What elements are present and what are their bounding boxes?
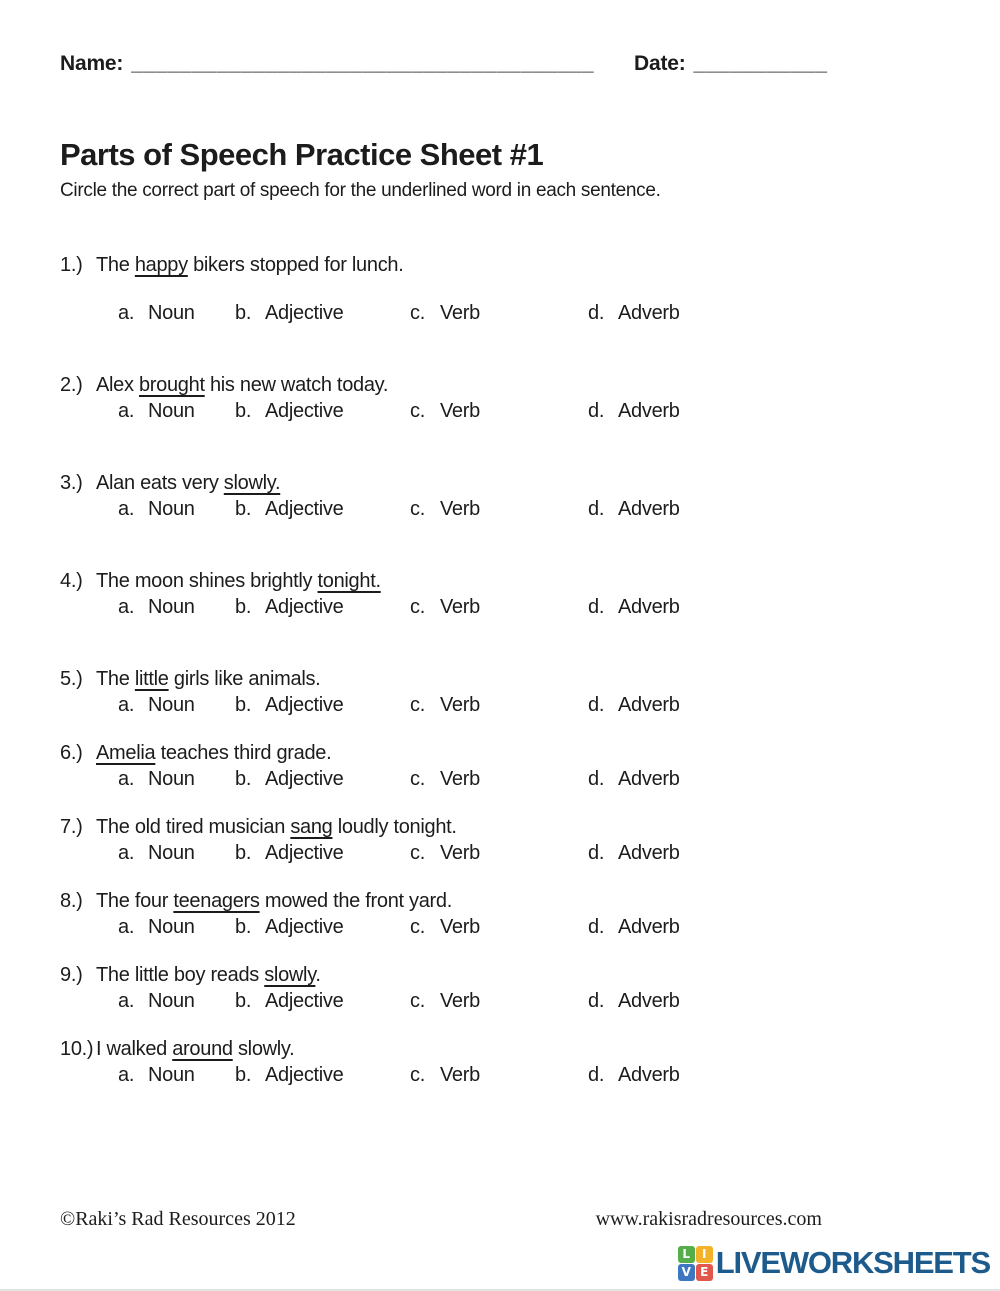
liveworksheets-logo-text: LIVEWORKSHEETS bbox=[715, 1245, 990, 1280]
sentence-post: loudly tonight. bbox=[332, 816, 457, 838]
choice-label: Adjective bbox=[265, 302, 344, 324]
answer-choices bbox=[60, 840, 940, 866]
sentence-pre: The moon shines brightly bbox=[96, 570, 318, 592]
choice-adjective[interactable] bbox=[235, 594, 410, 620]
question-text bbox=[96, 252, 404, 278]
choice-adjective[interactable] bbox=[235, 496, 410, 522]
question-sentence bbox=[60, 666, 940, 692]
choice-letter: d. bbox=[588, 498, 605, 520]
date-group bbox=[634, 52, 828, 76]
choice-verb[interactable] bbox=[410, 766, 588, 792]
choice-label: Verb bbox=[440, 990, 480, 1012]
choice-letter: c. bbox=[410, 694, 425, 716]
choice-letter: b. bbox=[235, 498, 252, 520]
instructions-text: Circle the correct part of speech for the underlined word in each sentence. bbox=[60, 180, 661, 201]
choice-letter: a. bbox=[118, 916, 135, 938]
choice-letter: a. bbox=[118, 498, 135, 520]
underlined-word: happy bbox=[134, 254, 188, 276]
choice-letter: b. bbox=[235, 842, 252, 864]
choice-adverb[interactable] bbox=[588, 692, 680, 718]
choice-noun[interactable] bbox=[118, 398, 235, 424]
sentence-pre: Alex bbox=[96, 374, 139, 396]
choice-letter: c. bbox=[410, 400, 425, 422]
logo-tile-e: E bbox=[696, 1264, 713, 1281]
choice-adverb[interactable] bbox=[588, 988, 680, 1014]
choice-label: Adverb bbox=[618, 768, 680, 790]
choice-label: Verb bbox=[440, 842, 480, 864]
question-block bbox=[60, 740, 940, 792]
question-number: 10.) bbox=[60, 1038, 94, 1060]
question-text bbox=[96, 372, 388, 398]
question-text bbox=[96, 814, 457, 840]
choice-label: Adverb bbox=[618, 990, 680, 1012]
question-sentence bbox=[60, 740, 940, 766]
choice-label: Adjective bbox=[265, 498, 344, 520]
choice-label: Verb bbox=[440, 302, 480, 324]
choice-letter: d. bbox=[588, 400, 605, 422]
choice-adverb[interactable] bbox=[588, 300, 680, 326]
sentence-pre: The little boy reads bbox=[96, 964, 265, 986]
choice-verb[interactable] bbox=[410, 594, 588, 620]
question-sentence bbox=[60, 1036, 940, 1062]
choice-letter: a. bbox=[118, 1064, 135, 1086]
answer-choices bbox=[60, 300, 940, 326]
choice-adverb[interactable] bbox=[588, 840, 680, 866]
choice-letter: b. bbox=[235, 400, 252, 422]
choice-verb[interactable] bbox=[410, 840, 588, 866]
question-sentence bbox=[60, 252, 940, 278]
choice-noun[interactable] bbox=[118, 692, 235, 718]
choice-label: Verb bbox=[440, 694, 480, 716]
sentence-post: his new watch today. bbox=[204, 374, 389, 396]
question-sentence bbox=[60, 470, 940, 496]
choice-adjective[interactable] bbox=[235, 988, 410, 1014]
sentence-post: mowed the front yard. bbox=[259, 890, 452, 912]
logo-tile-i: I bbox=[696, 1246, 713, 1263]
sentence-post: slowly. bbox=[232, 1038, 295, 1060]
choice-verb[interactable] bbox=[410, 398, 588, 424]
question-sentence bbox=[60, 962, 940, 988]
choice-noun[interactable] bbox=[118, 1062, 235, 1088]
choice-noun[interactable] bbox=[118, 988, 235, 1014]
choice-letter: d. bbox=[588, 916, 605, 938]
underlined-word: sang bbox=[290, 816, 333, 838]
question-block bbox=[60, 372, 940, 424]
choice-label: Adjective bbox=[265, 1064, 344, 1086]
question-block bbox=[60, 814, 940, 866]
question-block bbox=[60, 666, 940, 718]
choice-noun[interactable] bbox=[118, 594, 235, 620]
choice-letter: c. bbox=[410, 1064, 425, 1086]
choice-noun[interactable] bbox=[118, 300, 235, 326]
choice-adjective[interactable] bbox=[235, 840, 410, 866]
choice-letter: b. bbox=[235, 916, 252, 938]
name-blank-line: ______________________________________ bbox=[131, 52, 595, 75]
choice-label: Noun bbox=[148, 990, 195, 1012]
choice-letter: a. bbox=[118, 694, 135, 716]
logo-tile-v: V bbox=[678, 1264, 695, 1281]
choice-letter: c. bbox=[410, 596, 425, 618]
question-sentence bbox=[60, 888, 940, 914]
liveworksheets-logo bbox=[678, 1245, 990, 1281]
choice-adverb[interactable] bbox=[588, 914, 680, 940]
sentence-pre: Alan eats very bbox=[96, 472, 224, 494]
choice-label: Verb bbox=[440, 768, 480, 790]
choice-label: Adjective bbox=[265, 596, 344, 618]
question-text bbox=[96, 888, 452, 914]
question-text bbox=[96, 470, 280, 496]
choice-letter: d. bbox=[588, 842, 605, 864]
question-block bbox=[60, 962, 940, 1014]
underlined-word: Amelia bbox=[96, 742, 156, 764]
question-text bbox=[96, 962, 321, 988]
choice-adjective[interactable] bbox=[235, 1062, 410, 1088]
choice-letter: c. bbox=[410, 768, 425, 790]
choice-label: Verb bbox=[440, 1064, 480, 1086]
name-date-row bbox=[60, 52, 940, 76]
underlined-word: tonight. bbox=[317, 570, 381, 592]
choice-verb[interactable] bbox=[410, 300, 588, 326]
choice-letter: a. bbox=[118, 400, 135, 422]
choice-letter: c. bbox=[410, 916, 425, 938]
sentence-pre: The bbox=[96, 254, 135, 276]
choice-label: Noun bbox=[148, 498, 195, 520]
choice-noun[interactable] bbox=[118, 496, 235, 522]
choice-label: Verb bbox=[440, 916, 480, 938]
choice-label: Noun bbox=[148, 1064, 195, 1086]
choice-label: Noun bbox=[148, 694, 195, 716]
choice-label: Adverb bbox=[618, 694, 680, 716]
choice-letter: b. bbox=[235, 302, 252, 324]
choice-label: Noun bbox=[148, 302, 195, 324]
sentence-pre: I walked bbox=[96, 1038, 173, 1060]
footer bbox=[60, 1206, 940, 1232]
question-number: 8.) bbox=[60, 890, 83, 912]
name-label: Name: bbox=[60, 52, 124, 75]
choice-letter: c. bbox=[410, 842, 425, 864]
question-block bbox=[60, 568, 940, 620]
choice-label: Adjective bbox=[265, 694, 344, 716]
sentence-pre: The bbox=[96, 668, 135, 690]
choice-letter: b. bbox=[235, 596, 252, 618]
underlined-word: slowly. bbox=[223, 472, 281, 494]
choice-adverb[interactable] bbox=[588, 398, 680, 424]
copyright-text: ©Raki’s Rad Resources 2012 bbox=[60, 1208, 296, 1230]
choice-label: Adjective bbox=[265, 916, 344, 938]
choice-label: Adverb bbox=[618, 842, 680, 864]
sentence-pre: The old tired musician bbox=[96, 816, 291, 838]
underlined-word: brought bbox=[138, 374, 205, 396]
choice-label: Adverb bbox=[618, 400, 680, 422]
answer-choices bbox=[60, 496, 940, 522]
answer-choices bbox=[60, 914, 940, 940]
choice-label: Adjective bbox=[265, 842, 344, 864]
choice-letter: a. bbox=[118, 990, 135, 1012]
choice-verb[interactable] bbox=[410, 692, 588, 718]
choice-label: Noun bbox=[148, 768, 195, 790]
question-number: 7.) bbox=[60, 816, 83, 838]
sentence-post: bikers stopped for lunch. bbox=[187, 254, 404, 276]
choice-letter: c. bbox=[410, 498, 425, 520]
question-text bbox=[96, 568, 381, 594]
choice-letter: c. bbox=[410, 990, 425, 1012]
question-number: 9.) bbox=[60, 964, 83, 986]
question-text bbox=[96, 666, 320, 692]
question-sentence bbox=[60, 814, 940, 840]
answer-choices bbox=[60, 594, 940, 620]
liveworksheets-logo-icon bbox=[678, 1246, 713, 1281]
question-block bbox=[60, 888, 940, 940]
choice-verb[interactable] bbox=[410, 1062, 588, 1088]
choice-letter: c. bbox=[410, 302, 425, 324]
sentence-post: . bbox=[315, 964, 321, 986]
choice-noun[interactable] bbox=[118, 840, 235, 866]
choice-label: Adverb bbox=[618, 498, 680, 520]
choice-label: Adjective bbox=[265, 400, 344, 422]
choice-label: Noun bbox=[148, 400, 195, 422]
answer-choices bbox=[60, 398, 940, 424]
choice-label: Verb bbox=[440, 400, 480, 422]
page-title: Parts of Speech Practice Sheet #1 bbox=[60, 137, 544, 172]
choice-verb[interactable] bbox=[410, 988, 588, 1014]
choice-label: Adverb bbox=[618, 916, 680, 938]
choice-label: Adjective bbox=[265, 990, 344, 1012]
choice-adjective[interactable] bbox=[235, 692, 410, 718]
question-block bbox=[60, 470, 940, 522]
choice-adjective[interactable] bbox=[235, 300, 410, 326]
choice-letter: d. bbox=[588, 990, 605, 1012]
answer-choices bbox=[60, 766, 940, 792]
choice-noun[interactable] bbox=[118, 766, 235, 792]
choice-letter: b. bbox=[235, 1064, 252, 1086]
question-sentence bbox=[60, 568, 940, 594]
choice-adverb[interactable] bbox=[588, 1062, 680, 1088]
underlined-word: slowly bbox=[264, 964, 316, 986]
question-number: 2.) bbox=[60, 374, 83, 396]
choice-label: Adverb bbox=[618, 1064, 680, 1086]
choice-adjective[interactable] bbox=[235, 914, 410, 940]
choice-letter: d. bbox=[588, 694, 605, 716]
choice-letter: d. bbox=[588, 768, 605, 790]
question-text bbox=[96, 1036, 294, 1062]
choice-adverb[interactable] bbox=[588, 496, 680, 522]
choice-label: Verb bbox=[440, 498, 480, 520]
choice-letter: d. bbox=[588, 1064, 605, 1086]
choice-letter: a. bbox=[118, 768, 135, 790]
answer-choices bbox=[60, 1062, 940, 1088]
choice-letter: a. bbox=[118, 302, 135, 324]
question-block bbox=[60, 252, 940, 326]
choice-noun[interactable] bbox=[118, 914, 235, 940]
choice-letter: d. bbox=[588, 596, 605, 618]
date-blank-line: ___________ bbox=[693, 52, 828, 75]
question-number: 6.) bbox=[60, 742, 83, 764]
question-number: 5.) bbox=[60, 668, 83, 690]
choice-letter: b. bbox=[235, 990, 252, 1012]
choice-label: Noun bbox=[148, 596, 195, 618]
question-sentence bbox=[60, 372, 940, 398]
choice-label: Noun bbox=[148, 842, 195, 864]
choice-verb[interactable] bbox=[410, 496, 588, 522]
choice-adjective[interactable] bbox=[235, 766, 410, 792]
choice-label: Verb bbox=[440, 596, 480, 618]
question-number: 3.) bbox=[60, 472, 83, 494]
sentence-post: teaches third grade. bbox=[155, 742, 332, 764]
logo-tile-l: L bbox=[678, 1246, 695, 1263]
choice-letter: b. bbox=[235, 768, 252, 790]
question-number: 1.) bbox=[60, 254, 83, 276]
underlined-word: little bbox=[134, 668, 169, 690]
choice-label: Adverb bbox=[618, 596, 680, 618]
choice-adverb[interactable] bbox=[588, 766, 680, 792]
underlined-word: around bbox=[172, 1038, 233, 1060]
question-text bbox=[96, 740, 331, 766]
choice-letter: b. bbox=[235, 694, 252, 716]
question-block bbox=[60, 1036, 940, 1088]
sentence-post: girls like animals. bbox=[168, 668, 321, 690]
choice-label: Noun bbox=[148, 916, 195, 938]
question-number: 4.) bbox=[60, 570, 83, 592]
choice-verb[interactable] bbox=[410, 914, 588, 940]
choice-adverb[interactable] bbox=[588, 594, 680, 620]
choice-letter: a. bbox=[118, 842, 135, 864]
choice-letter: d. bbox=[588, 302, 605, 324]
choice-adjective[interactable] bbox=[235, 398, 410, 424]
choice-letter: a. bbox=[118, 596, 135, 618]
questions-list bbox=[60, 252, 940, 1088]
choice-label: Adjective bbox=[265, 768, 344, 790]
date-label: Date: bbox=[634, 52, 686, 75]
website-url: www.rakisradresources.com bbox=[595, 1208, 822, 1230]
underlined-word: teenagers bbox=[173, 890, 260, 912]
choice-label: Adverb bbox=[618, 302, 680, 324]
sentence-pre: The four bbox=[96, 890, 174, 912]
answer-choices bbox=[60, 692, 940, 718]
answer-choices bbox=[60, 988, 940, 1014]
